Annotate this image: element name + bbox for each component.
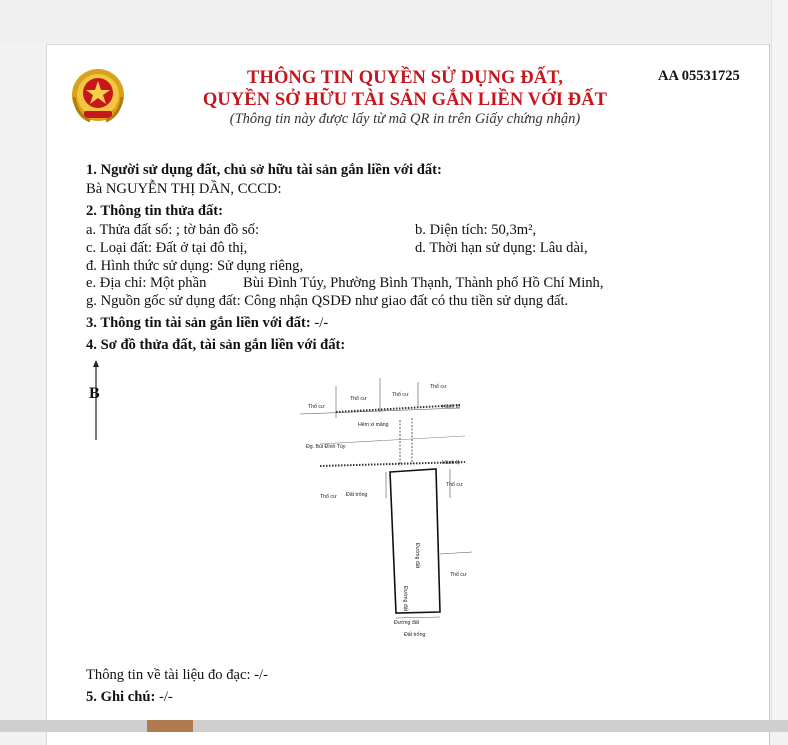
land-type-line: c. Loại đất: Đất ở tại đô thị, [86, 240, 248, 256]
label-tho-cu-7: Thổ cư [450, 572, 467, 578]
north-label: B [89, 385, 100, 402]
section2-heading: 2. Thông tin thửa đất: [86, 203, 224, 219]
label-tho-cu-5: Thổ cư [320, 494, 337, 500]
label-duong-dat-3: Đường đất [394, 620, 420, 626]
origin-line: g. Nguồn gốc sử dụng đất: Công nhận QSDĐ như giao đất có thu tiền sử dụng đất. [86, 293, 569, 309]
label-road: Đg. Bùi Đình Túy [306, 444, 346, 450]
section1-heading: 1. Người sử dụng đất, chủ sở hữu tài sản gắn liền với đất: [86, 162, 442, 178]
label-tho-cu-1: Thổ cư [308, 404, 325, 410]
label-duong-dat-1: Đường đất [414, 543, 420, 569]
serial-number: AA 05531725 [658, 68, 740, 84]
address-prefix: e. Địa chỉ: Một phần [86, 275, 207, 291]
label-tho-cu-2: Thổ cư [350, 396, 367, 402]
label-dat-trong-2: Đất trống [404, 632, 426, 638]
label-duong-dat-2: Đường đất [402, 586, 408, 612]
section5-line [86, 689, 173, 706]
section5-heading: 5. Ghi chú: [86, 689, 156, 705]
label-dat-trong-1: Đất trống [346, 492, 368, 498]
usage-form-line: đ. Hình thức sử dụng: Sử dụng riêng, [86, 258, 304, 274]
label-tho-cu-3: Thổ cư [392, 392, 409, 398]
horizontal-scrollbar[interactable] [0, 720, 788, 732]
duration-line: d. Thời hạn sử dụng: Lâu dài, [415, 240, 588, 256]
label-hem: Hẻm xi măng [358, 422, 389, 428]
section5-value: -/- [155, 689, 173, 705]
section3-line [86, 315, 328, 332]
owner-line: Bà NGUYỄN THỊ DẦN, CCCD: [86, 181, 282, 197]
section4-heading: 4. Sơ đồ thửa đất, tài sản gắn liền với đất: [86, 337, 346, 353]
section3-heading: 3. Thông tin tài sản gắn liền với đất: [86, 315, 311, 331]
label-tho-cu-4: Thổ cư [430, 384, 447, 390]
document-title-line2: QUYỀN SỞ HỮU TÀI SẢN GẮN LIỀN VỚI ĐẤT [202, 90, 608, 110]
document-title-line1: THÔNG TIN QUYỀN SỬ DỤNG ĐẤT, [247, 68, 563, 88]
label-hanh-lo-1: Hành lộ [442, 404, 460, 410]
viewer-toolbar-area [0, 0, 788, 44]
label-hanh-lo-2: Hành lộ [442, 460, 460, 466]
parcel-number-line: a. Thửa đất số: ; tờ bản đồ số: [86, 222, 260, 238]
area-line: b. Diện tích: 50,3m², [415, 222, 537, 238]
label-tho-cu-6: Thổ cư [446, 482, 463, 488]
address-rest: Bùi Đình Túy, Phường Bình Thạnh, Thành phố Hồ Chí Minh, [243, 275, 604, 291]
vertical-scrollbar[interactable] [771, 0, 788, 732]
north-arrow-icon [86, 360, 110, 442]
state-emblem-icon [68, 67, 128, 127]
survey-info: Thông tin về tài liệu đo đạc: -/- [86, 667, 268, 683]
section3-value: -/- [310, 315, 329, 331]
parcel-sketch [300, 368, 482, 642]
document-subtitle: (Thông tin này được lấy từ mã QR in trên Giấy chứng nhận) [229, 111, 581, 127]
taskbar-segment [147, 720, 193, 732]
